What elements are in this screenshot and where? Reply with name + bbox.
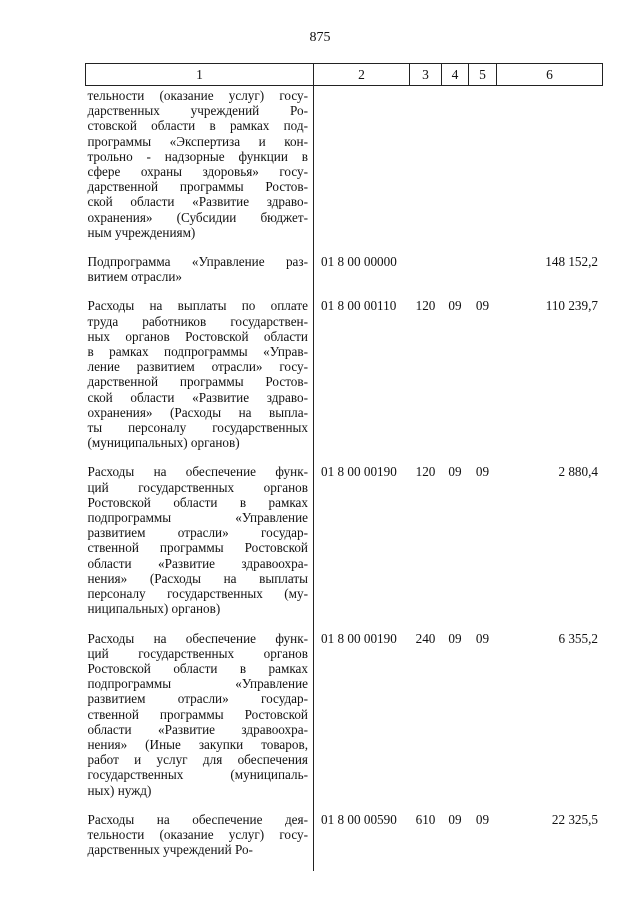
- description-line: подпрограммы «Управление: [87, 510, 308, 526]
- header-row: [86, 64, 603, 86]
- description-line: охранения» (Расходы на выпла-: [87, 404, 308, 420]
- header-col-3: 3: [410, 64, 442, 86]
- description-line: Подпрограмма «Управление раз-: [87, 254, 308, 270]
- row-rz: 09: [448, 464, 462, 480]
- description-line: ным учреждениям): [87, 224, 196, 240]
- row-pr: 09: [475, 811, 490, 827]
- description-line: ты персоналу государственных: [87, 420, 308, 436]
- row-rz: 09: [448, 298, 462, 314]
- row-pr: 09: [475, 464, 490, 480]
- header-col-2: 2: [314, 64, 410, 86]
- description-line: витием отрасли»: [87, 269, 182, 285]
- row-vr: 240: [415, 630, 436, 646]
- description-line: ных) нужд): [87, 782, 152, 798]
- row-vr: 120: [415, 298, 436, 314]
- row-amount: 22 325,5: [551, 811, 598, 827]
- table-body: [86, 86, 603, 872]
- row-rz: [442, 86, 469, 255]
- description-line: области «Развитие здравоохра-: [87, 721, 308, 737]
- row-amount: 110 239,7: [545, 298, 598, 314]
- description-line: Расходы на обеспечение функ-: [87, 630, 308, 646]
- description-line: ление развитием отрасли» госу-: [87, 359, 308, 375]
- header-col-4: 4: [442, 64, 469, 86]
- row-pr: 09: [475, 298, 490, 314]
- description-line: тельности (оказание услуг) госу-: [87, 826, 308, 842]
- description-line: подпрограммы «Управление: [87, 676, 308, 692]
- table-row: [86, 812, 603, 872]
- row-amount: [497, 86, 603, 255]
- description-line: ственной программы Ростовской: [87, 706, 308, 722]
- description-line: государственных (муниципаль-: [87, 767, 308, 783]
- description-line: ской области «Развитие здраво-: [87, 194, 308, 210]
- description-line: Расходы на выплаты по оплате: [87, 298, 308, 314]
- row-rz: [442, 254, 469, 298]
- description-line: Ростовской области в рамках: [87, 494, 308, 510]
- description-line: Расходы на обеспечение функ-: [87, 464, 308, 480]
- table-row: [86, 254, 603, 298]
- description-line: труда работников государствен-: [87, 313, 308, 329]
- row-vr: 120: [415, 464, 436, 480]
- table-row: [86, 298, 603, 464]
- row-amount: 148 152,2: [545, 254, 598, 270]
- row-pr: 09: [475, 630, 490, 646]
- row-code: 01 8 00 00110: [321, 298, 397, 314]
- row-rz: 09: [448, 630, 462, 646]
- row-amount: 6 355,2: [558, 630, 598, 646]
- row-rz: 09: [448, 811, 462, 827]
- row-description: [86, 631, 314, 812]
- row-description: [86, 298, 314, 464]
- description-line: ской области «Развитие здраво-: [87, 389, 308, 405]
- budget-table: [85, 63, 603, 871]
- description-line: дарственной программы Ростов-: [87, 179, 308, 195]
- description-line: ций государственных органов: [87, 645, 308, 661]
- row-code: 01 8 00 00190: [321, 464, 397, 480]
- table-row: [86, 631, 603, 812]
- description-line: персоналу государственных (му-: [87, 586, 308, 602]
- row-pr: [469, 254, 497, 298]
- description-line: охранения» (Субсидии бюджет-: [87, 209, 308, 225]
- row-code: [314, 86, 410, 255]
- description-line: дарственных учреждений Ро-: [87, 103, 308, 119]
- table-row: [86, 464, 603, 630]
- description-line: программы «Экспертиза и кон-: [87, 133, 308, 149]
- description-line: в рамках подпрограммы «Управ-: [87, 344, 308, 360]
- description-line: Расходы на обеспечение дея-: [87, 811, 308, 827]
- row-vr: [410, 86, 442, 255]
- description-line: нения» (Иные закупки товаров,: [87, 736, 308, 752]
- description-line: нения» (Расходы на выплаты: [87, 570, 308, 586]
- description-line: ственной программы Ростовской: [87, 540, 308, 556]
- description-line: ций государственных органов: [87, 479, 308, 495]
- table-row: [86, 86, 603, 255]
- header-col-6: 6: [497, 64, 603, 86]
- row-code: 01 8 00 00190: [321, 630, 397, 646]
- table-header: [86, 64, 603, 86]
- header-col-5: 5: [469, 64, 497, 86]
- description-line: трольно - надзорные функции в: [87, 148, 308, 164]
- description-line: работ и услуг для обеспечения: [87, 752, 308, 768]
- row-pr: [469, 86, 497, 255]
- description-line: дарственной программы Ростов-: [87, 374, 308, 390]
- description-line: развитием отрасли» государ-: [87, 691, 308, 707]
- header-col-1: 1: [86, 64, 314, 86]
- row-code: 01 8 00 00000: [321, 254, 397, 270]
- row-description: [86, 464, 314, 630]
- description-line: тельности (оказание услуг) госу-: [87, 88, 308, 103]
- description-line: (муниципальных) органов): [87, 435, 240, 451]
- row-vr: 610: [415, 811, 436, 827]
- description-line: Ростовской области в рамках: [87, 660, 308, 676]
- page-number: 875: [309, 30, 331, 45]
- description-line: дарственных учреждений Ро-: [87, 842, 253, 858]
- description-line: ных органов Ростовской области: [87, 328, 308, 344]
- row-vr: [410, 254, 442, 298]
- description-line: развитием отрасли» государ-: [87, 525, 308, 541]
- row-amount: 2 880,4: [558, 464, 598, 480]
- description-line: ниципальных) органов): [87, 601, 221, 617]
- row-code: 01 8 00 00590: [321, 811, 397, 827]
- description-line: стовской области в рамках под-: [87, 118, 308, 134]
- row-description: [86, 86, 314, 255]
- description-line: сфере охраны здоровья» госу-: [87, 164, 308, 180]
- description-line: области «Развитие здравоохра-: [87, 555, 308, 571]
- row-description: [86, 812, 314, 872]
- row-description: [86, 254, 314, 298]
